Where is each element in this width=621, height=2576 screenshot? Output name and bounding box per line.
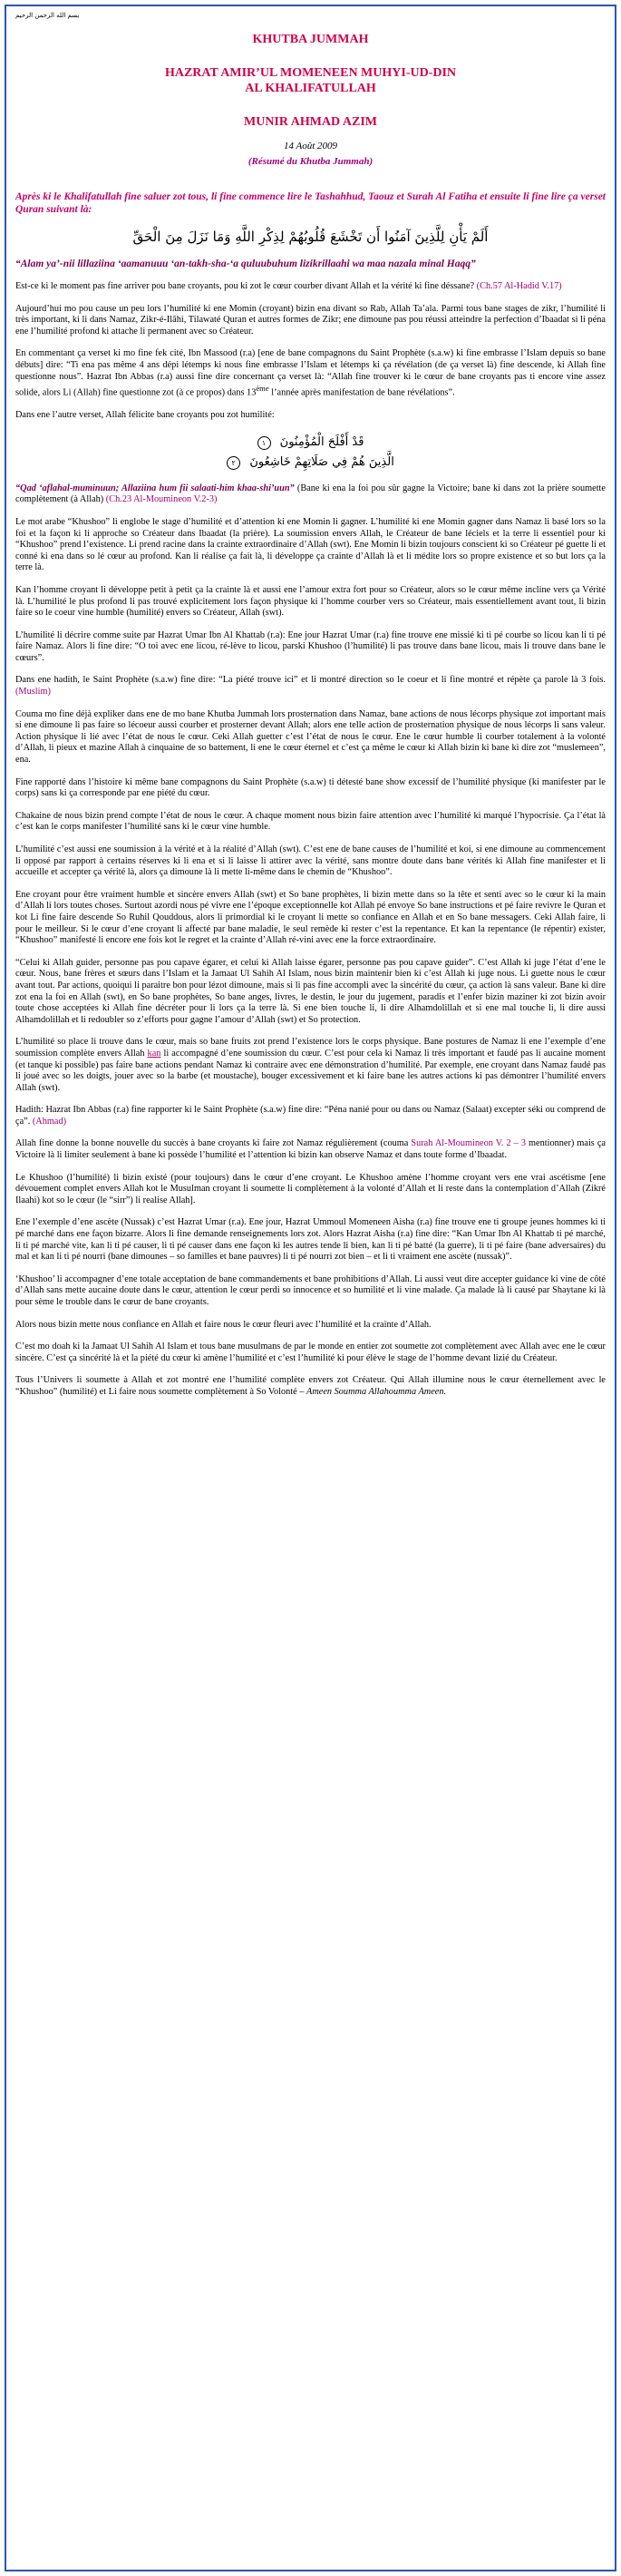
paragraph-1-text: Est-ce ki le moment pas fine arriver pou bane croyants, pou ki zot le cœur courber divant Allah et la vérité ki fine déssane? [15, 281, 477, 291]
paragraph-18-text-a: Allah fine donne la bonne nouvelle du succès à bane croyants ki faire zot Namaz régulièrement (couma [15, 1138, 412, 1149]
reference-4: (Ahmad) [32, 1116, 67, 1127]
paragraph-13: L’humilité c’est aussi ene soumission à la vérité et à la réalité d’Allah (swt). C’est ene de bane causes de l’humilité et koi, si ene dimoune au commencement li opposé par rapport à certains réserves ki li ena et si li laisse li attirer avec la vérité, sans montre doute dans bane vérités ki Allah fine manifester et li accueille et accepter ça vérité là, alors ça dimoune là li mette li-même dans le chemin de “Khushoo”. [15, 844, 606, 878]
closing-prayer: Ameen Soumma Allahoumma Ameen. [306, 1386, 447, 1397]
paragraph-3-text-b: l’année après manifestation de bane révélations”. [268, 387, 455, 398]
paragraph-3 [15, 348, 606, 399]
verse-2-line-2-text: الَّذِينَ هُمْ فِي صَلَاتِهِمْ خَاشِعُونَ [249, 454, 394, 469]
paragraph-9 [15, 675, 606, 698]
paragraph-2: Aujourd’hui mo pou cause un peu lors l’humilité ki ene Momin (croyant) bizin ena divant so Rab, Allah Ta’ala. Parmi tous bane stages de zikr, l’humilité li très important, ki li dans Namaz, Zikr-é-Ilâhi, Tilawaté Quran et autres formes de Zikr; ene dimoune pas pou réussi atteindre la perfection d’Ibaadat si li péna ene l’humilité profond ki attache li permanent avec so Créateur. [15, 303, 606, 337]
ayah-number-2: ٢ [227, 456, 240, 470]
paragraph-12: Chakaine de nous bizin prend compte l’état de nous le cœur. A chaque moment nous bizin faire attention avec l’humilité ki marqué l’hypocrisie. Ça l’état là c’est kan le corps manifester l’humilité sans ki le cœur vine humble. [15, 810, 606, 833]
ayah-number-1: ١ [257, 436, 271, 450]
arabic-verse-2 [15, 433, 606, 473]
paragraph-15: “Celui ki Allah guider, personne pas pou capave égarer, et celui ki Allah laisse égarer, personne pas pou capave guider”. C’est Allah ki juge l’état d’ene le cœur. Nous, bane frères et sœurs dans l’Islam et la Jamaat Ul Sahih Al Islam, nous bizin maintenir bien ki c’est Allah ki juge nous. Li guette nous le cœur avant tout. Par actions, quoiqui li paraitre bon pour lézot dimoune, mais si li pas fine accompli avec la sincérité du cœur, ça action là sans valeur. Bane ki dire zot ena la foi en Allah (swt), en So bane prophètes, So bane anges, livres, le destin, le jour du jugement, paradis et l’enfer bizin maziner ki zot bizin avoir toute chose acceptées ki Allah fine décréter pour li lors ça la terre là. Si ene bien touche li, li dire Alhamdolillah et si ene mal touche li, li dire aussi Alhamdolillah et li redoubler so z’efforts pour gagne l’amour d’Allah (swt) et So protection. [15, 957, 606, 1025]
paragraph-14: Ene croyant pour être vraiment humble et sincère envers Allah (swt) et So bane prophètes, li bizin mette dans so la tête et senti avec so le cœur ki la main d’Allah li lors toutes choses. Surtout azordi nous pé vivre ene l’époque exceptionnelle kot Allah pé envoye So bane instructions et pé faire revivre le Quran et kot Li fine faire descende So Ruhil Qouddous, alors li primordial ki le croyant li mette so confiance en Allah et en So bane messagers. Ceki Allah faire, li pour le meilleur. Si le cœur d’ene croyant li affecté par bane maladie, le seul remède ki rester c’est la repentance. Et kan la repentance (le répentir) exister, “Khushoo” manifesté li encore ene fois kot le regret et la crainte d’Allah ré-vini avec ene la force extraordinaire. [15, 889, 606, 946]
paragraph-16-text-b: li accompagné d’ene soumission du cœur. C’est pour cela ki Namaz li très important et faudé pas li aucaine moment (et tanque ki possible) pas faire bane actions pendant Namaz ki contraire avec ene démonstration d’humilité. Par exemple, ene croyant dans Namaz faudé pas li joué avec so les doigts, jouer avec so la barbe (et moustache), bouger excessivement et ki faire bane les autres actions ki pas démontrer l’humilité envers Allah (swt). [15, 1048, 606, 1093]
paragraph-4: Dans ene l’autre verset, Allah félicite bane croyants pou zot humilité: [15, 410, 275, 421]
paragraph-17-text: Hadith: Hazrat Ibn Abbas (r.a) fine rapporter ki le Saint Prophète (s.a.w) fine dire: “Péna nanié pour ou dans ou Namaz (Salaat) excepter séki ou comprend de ça”. [15, 1105, 606, 1127]
paragraph-20: Ene l’exemple d’ene ascète (Nussak) c’est Hazrat Umar (r.a). Ene jour, Hazrat Ummoul Momeneen Aisha (r.a) fine trouve ene ti groupe jeunes hommes ki ti pé marché dans ene façon bizarre. Alors li fine demande renseignements lors zot. Alors Hazrat Aisha (r.a) fine dire: “Kan Umar Ibn Al Khattab ti pé marché, li ti pé marché vite, kan li ti pé causer, li ti pé causer dans ene façon ki les autres tende li bien, kan li ti pé batté (la guerre), li ti pé faire (bane adversaires) du mal et kan li ti pé nourri (bane dimounes – so familles et bane pauvres) li ti pé nourri zot bien – et li ti vraiment ene ascète (nussak)”. [15, 1217, 606, 1263]
author-line-2: AL KHALIFATULLAH [245, 82, 376, 95]
arabic-verse-1: أَلَمْ يَأْنِ لِلَّذِينَ آمَنُوا أَن تَخْشَعَ قُلُوبُهُمْ لِذِكْرِ اللَّهِ وَمَا نَزَلَ مِنَ الْحَقِّ [132, 229, 489, 245]
superscript: ème [256, 384, 269, 394]
date: 14 Août 2009 [283, 141, 338, 151]
transliteration-2: “Qad ‘aflahal-muminuun; Allaziina hum fii salaati-him khaa-shi’uun” [15, 483, 295, 493]
verse-2-line-1 [15, 433, 606, 453]
paragraph-24 [15, 1375, 606, 1398]
paragraph-16 [15, 1037, 606, 1094]
reference-1: (Ch.57 Al-Hadid V.17) [476, 281, 562, 291]
document-page [5, 5, 616, 2571]
reference-5: Surah Al-Moumineon V. 2 – 3 [411, 1138, 526, 1149]
paragraph-22: Alors nous bizin mette nous confiance en Allah et faire nous le cœur fleuri avec l’humilité et la crainte d’Allah. [15, 1319, 432, 1330]
author-line-1: HAZRAT AMIR’UL MOMENEEN MUHYI-UD-DIN [164, 66, 457, 80]
kan-link[interactable]: kan [147, 1048, 161, 1059]
verse-2-line-2 [15, 453, 606, 473]
paragraph-3-text-a: En commentant ça verset ki mo fine fek cité, Ibn Massood (r.a) [ene de bane compagnons du Saint Prophète (s.a.w) ki fine embrasse l’Islam depuis so bane débuts] dire: “Ti ena pas même 4 ans dépi létemps ki nous fine embrasse l’Islam et létemps ki ça révélation (de ça verset là) fine descende, ki Allah fine questionne nous”. Hazrat Ibn Abbas (r.a) aussi fine dire concernant ça verset là: “Allah fine trouver ki le cœur de bane croyants pas ti encore vine assez solide, alors Li (Allah) fine questionne zot (à ce propos) dans 13 [15, 348, 606, 398]
speaker-name: MUNIR AHMAD AZIM [244, 115, 377, 129]
paragraph-21: ‘Khushoo’ li accompagner d’ene totale acceptation de bane commandements et bane prohibitions d’Allah. Li aussi veut dire accepter guidance ki vine de côté d’Allah sans mette aucaine doute dans le cœur, attention le cœur perdi so innocence et so humilité et li vine malade. Ça malade là li causé par Shaytane ki là pour sème le trouble dans le cœur de bane croyants. [15, 1273, 606, 1308]
paragraph-24-text: Tous l’Univers li soumette à Allah et zot montré ene l’humilité complète envers zot Créateur. Qui Allah illumine nous le cœur éternellement avec le “Khushoo” (humilité) et Li faire nous soumette complètement à So Volonté – [15, 1375, 606, 1397]
paragraph-16-text-a: L’humilité so place li trouve dans le cœur, mais so bane fruits zot prend l’existence lors le corps physique. Bane postures de Namaz li ene l’exemple d’ene soumission complète envers Allah [15, 1037, 606, 1059]
paragraph-7: Kan l’homme croyant li développe petit à petit ça la crainte là et aussi ene l’amour extra fort pour so Créateur, alors so le cœur même incline vers ça Vérité là. L’humilité le plus profond li pas trouvé explicitement lors façon physique ki l’homme courber vers so Créateur, mais essentiellement avant tout, li bizin faire so le coeur vine humble (humilité) envers so Créateur, Allah (swt). [15, 584, 606, 619]
page-title: KHUTBA JUMMAH [252, 33, 369, 46]
summary-subtitle: (Résumé du Khutba Jummah) [247, 156, 374, 167]
paragraph-5 [15, 483, 606, 506]
paragraph-17 [15, 1105, 606, 1127]
paragraph-9-text: Dans ene hadith, le Saint Prophète (s.a.w) fine dire: “La piété trouve ici” et li montré direction so le coeur et li fine montré et répète ça parole là 3 fois. [15, 675, 606, 686]
paragraph-18-text-b: mentionner) mais ça Victoire là li limiter seulement à bane ki possède l’humilité et l’attention ki bizin kan observe Namaz et dans toute forme d’Ibaadat. [15, 1138, 606, 1161]
paragraph-1 [15, 281, 606, 293]
verse-2-line-1-text: قَدْ أَفْلَحَ الْمُؤْمِنُونَ [279, 434, 364, 449]
bismillah: بسم الله الرحمن الرحيم [15, 12, 80, 19]
transliteration-1: “Alam ya’-nii lillaziina ‘aamanuuu ‘an-takh-sha-‘a quluubuhum lizikrillaahi wa maa nazala minal Haqq” [15, 259, 476, 269]
paragraph-5-text: (Bane ki ena la foi pou sûr gagne la Victoire; bane ki dans zot la prière soumette complètement (à Allah) [15, 483, 606, 505]
paragraph-23: C’est mo doah ki la Jamaat Ul Sahih Al Islam et tous bane musulmans de par le monde en entier zot soumette zot complètement avec Allah avec ene le cœur sincère. C’est ça sincérité là et la piété du cœur ki amène l’humilité et c’est l’humilité ki pour élève le stage de l’homme devant lizié du Créateur. [15, 1342, 606, 1363]
reference-3: (Muslim) [15, 687, 51, 698]
paragraph-10: Couma mo fine déjà expliker dans ene de mo bane Khutba Jummah lors prosternation dans Namaz, bane actions de nous lécorps physique zot important mais si ene dimoune li pas faire so lécoeur aussi courber et prosterner devant Allah; alors ene telle action de prosternation physique de nous lécorps li sans valeur. Action physique li lié avec l’état de nous le cœur. Ceki Allah guetter c’est l’état de nous le cœur. Ene le cœur humble li courber totalement à la volonté d’Allah, li pieux et mazine Allah à cinquaine de so battement, li ene le cœur éternel et c’est ça même le cœur ki Allah bizin ki bane ki dire zot “muslemeen”, ena. [15, 708, 606, 766]
paragraph-6: Le mot arabe “Khushoo” li englobe le stage d’humilité et d’attention ki ene Momin li gagner. L’humilité ki ene Momin gagner dans Namaz li basé lors so la foi et la façon ki li approche so Créateur dans Ibaadat (la prière). La soumission envers Allah, le Créateur de bane léciels et la terre li essentiel pour ki “Khushoo” prend l’existence. Li prend racine dans la crainte extraordinaire d’Allah (swt). Ene Momin li bizin toujours conscient ki so Créateur pé guette li et conné ki ena dans so lé cœur au profond. Kan li réalise ça fait là, li développe ça crainte d’Allah là et li médite lors so propre existence et so but lors ça la terre là. [15, 516, 606, 573]
paragraph-11: Fine rapporté dans l’histoire ki même bane compagnons du Saint Prophète (s.a.w) ti détesté bane show excessif de l’humilité physique (ki manifester par le corps) sans ki ça corresponde par ene piété du cœur. [15, 776, 606, 799]
paragraph-18 [15, 1138, 606, 1161]
intro-text: Après ki le Khalifatullah fine saluer zot tous, li fine commence lire le Tashahhud, Taouz et Surah Al Fatiha et ensuite li fine lire ça verset Quran suivant là: [15, 191, 606, 215]
paragraph-8: L’humilité li décrire comme suite par Hazrat Umar Ibn Al Khattab (r.a): Ene jour Hazrat Umar (r.a) fine trouve ene missié ki ti pé courbe so licou kan li ti pé faire Namaz. Alors li fine dire: “O toi avec ene licou, ré-lève to licou, parski Khushoo (l’humilité) li pas trouve dans bane licou, mais li trouve dans bane le cœurs”. [15, 629, 606, 663]
reference-2: (Ch.23 Al-Moumineon V.2-3) [105, 494, 218, 505]
paragraph-19: Le Khushoo (l’humilité) li bizin existé (pour toujours) dans le cœur d’ene croyant. Le Khushoo amène l’homme croyant vers ene vrai ascétisme [ene dévouement complet envers Allah kot le Musulman croyant li soumette li complètement à la volonté d’Allah et li reste dans la contemplation d’Allah (Zikré Ilaahi) kot so le cœur (le “sirr”) li realise Allah]. [15, 1172, 606, 1205]
